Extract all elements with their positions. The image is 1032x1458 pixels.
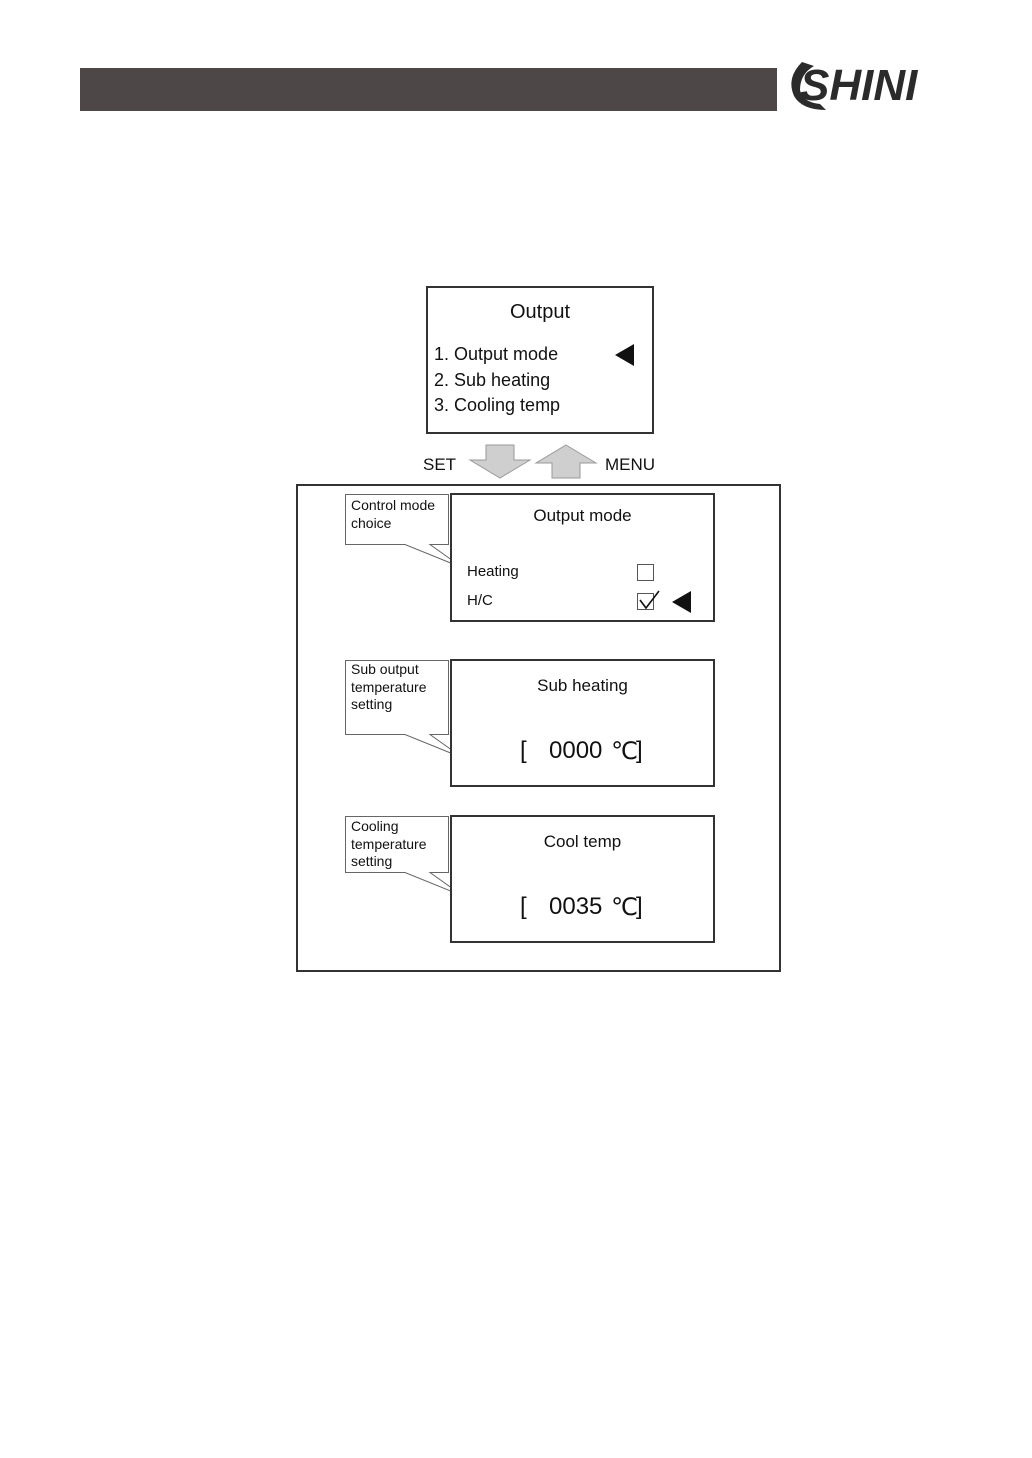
cool-temp-value[interactable]: 0035 bbox=[549, 893, 603, 920]
menu-item-cooling-temp[interactable]: 3. Cooling temp bbox=[434, 395, 561, 415]
option-hc-label: H/C bbox=[467, 592, 493, 609]
set-label: SET bbox=[423, 455, 457, 474]
sub-heating-unit: ℃ bbox=[611, 738, 638, 765]
sub-heating-open-bracket: [ bbox=[520, 737, 527, 764]
menu-item-sub-heating[interactable]: 2. Sub heating bbox=[434, 370, 551, 390]
callout-line: temperature bbox=[351, 678, 427, 695]
sub-heating-value[interactable]: 0000 bbox=[549, 737, 603, 764]
output-mode-title: Output mode bbox=[533, 506, 632, 525]
selection-pointer-icon bbox=[671, 590, 693, 614]
checkmark-icon bbox=[637, 588, 661, 612]
callout-line: temperature bbox=[351, 835, 427, 852]
heating-checkbox[interactable] bbox=[637, 564, 654, 581]
svg-text:SHINI: SHINI bbox=[800, 61, 918, 110]
menu-label: MENU bbox=[605, 455, 656, 474]
cool-temp-title: Cool temp bbox=[543, 832, 622, 851]
callout-line: Control mode bbox=[351, 497, 436, 513]
callout-line: Sub output bbox=[351, 661, 419, 677]
cool-temp-close-bracket: ] bbox=[636, 893, 643, 920]
menu-item-output-mode[interactable]: 1. Output mode bbox=[434, 344, 559, 364]
cool-temp-unit: ℃ bbox=[611, 894, 638, 921]
callout-line: Cooling bbox=[351, 818, 399, 834]
cool-temp-open-bracket: [ bbox=[520, 893, 527, 920]
callout-line: setting bbox=[351, 853, 393, 869]
menu-title: Output bbox=[509, 301, 571, 323]
callout-sub-output bbox=[351, 661, 426, 714]
callout-line: choice bbox=[351, 514, 392, 531]
option-heating-label: Heating bbox=[467, 563, 519, 580]
callout-cooling bbox=[351, 818, 426, 871]
sub-heating-close-bracket: ] bbox=[636, 737, 643, 764]
callout-line: setting bbox=[351, 696, 393, 712]
sub-heating-title: Sub heating bbox=[537, 676, 628, 695]
callout-control-mode bbox=[351, 497, 435, 532]
